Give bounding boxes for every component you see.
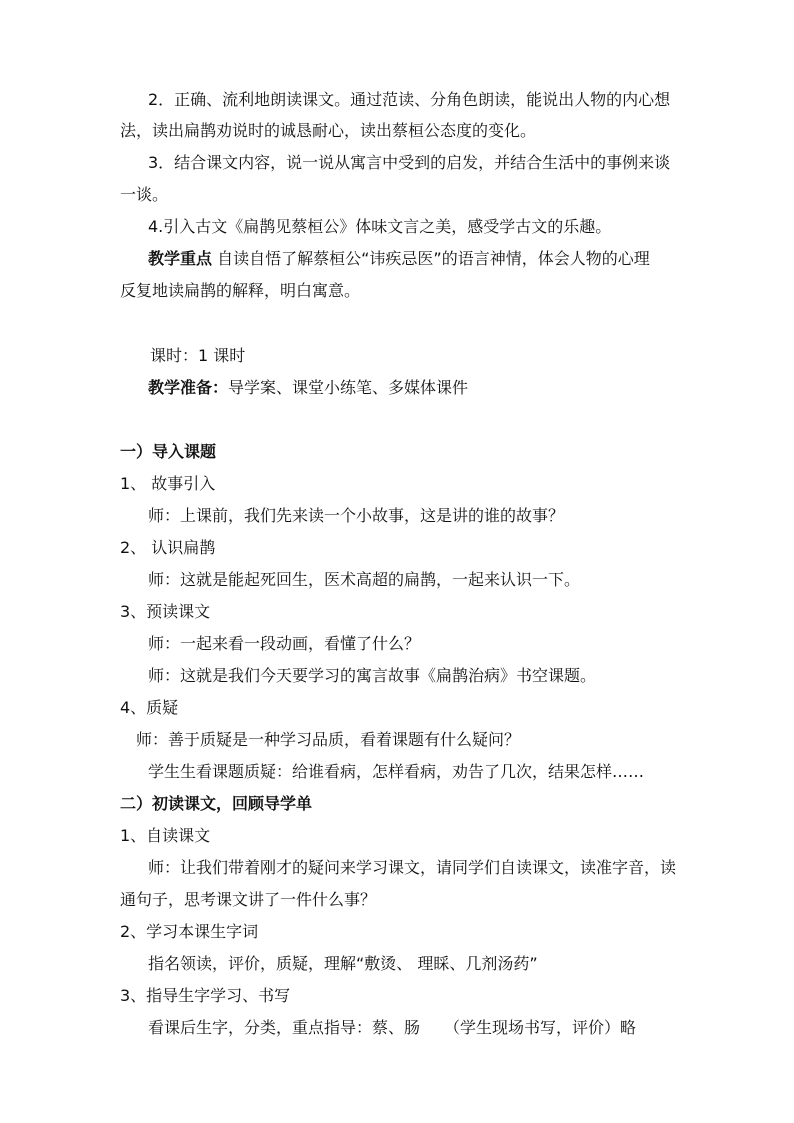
- preparation-line: [148, 377, 468, 399]
- key-points-line-2: 反复地读扁鹊的解释，明白寓意。: [120, 281, 361, 300]
- section-2-step-1-text-1: 师：让我们带着刚才的疑问来学习课文，请同学们自读课文，读准字音，读: [148, 858, 677, 877]
- class-hours: 课时：1 课时: [150, 346, 246, 365]
- objective-2-line-1: 2．正确、流利地朗读课文。通过范读、分角色朗读，能说出人物的内心想: [148, 90, 671, 109]
- section-2-title: 二）初读课文，回顾导学单: [120, 794, 313, 813]
- section-2-step-3-text: 看课后生字，分类，重点指导：蔡、肠 （学生现场书写，评价）略: [148, 1018, 637, 1037]
- objective-3-line-2: 一谈。: [120, 185, 169, 204]
- preparation-text: 导学案、课堂小练笔、多媒体课件: [228, 378, 469, 397]
- key-points-label: 教学重点: [148, 249, 213, 268]
- section-1-step-1-text: 师：上课前，我们先来读一个小故事，这是讲的谁的故事？: [148, 506, 565, 525]
- section-1-step-4-text-2: 学生生看课题质疑：给谁看病，怎样看病，劝告了几次，结果怎样……: [148, 762, 645, 781]
- objective-3-line-1: 3．结合课文内容，说一说从寓言中受到的启发，并结合生活中的事例来谈: [148, 153, 671, 172]
- section-1-step-2-heading: 2、 认识扁鹊: [120, 538, 216, 557]
- section-1-step-4-heading: 4、质疑: [120, 698, 179, 717]
- objective-2-line-2: 法，读出扁鹊劝说时的诚恳耐心，读出蔡桓公态度的变化。: [120, 121, 537, 140]
- objective-4: 4.引入古文《扁鹊见蔡桓公》体味文言之美，感受学古文的乐趣。: [148, 217, 612, 236]
- section-1-title: 一）导入课题: [120, 442, 217, 461]
- preparation-label: 教学准备：: [148, 378, 229, 397]
- section-1-step-3-text-2: 师：这就是我们今天要学习的寓言故事《扁鹊治病》书空课题。: [148, 666, 597, 685]
- key-points-text: 自读自悟了解蔡桓公“讳疾忌医”的语言神情，体会人物的心理: [217, 249, 650, 268]
- section-2-step-3-heading: 3、指导生字学习、书写: [120, 986, 291, 1005]
- section-1-step-1-heading: 1、 故事引入: [120, 474, 216, 493]
- section-2-step-2-heading: 2、学习本课生字词: [120, 922, 259, 941]
- section-1-step-2-text: 师：这就是能起死回生，医术高超的扁鹊，一起来认识一下。: [148, 570, 581, 589]
- key-points-line-1: [148, 248, 650, 270]
- section-2-step-1-heading: 1、自读课文: [120, 826, 211, 845]
- section-2-step-2-text: 指名领读，评价，质疑，理解“敷烫、 理睬、几剂汤药”: [148, 954, 538, 973]
- section-2-step-1-text-2: 通句子，思考课文讲了一件什么事？: [120, 890, 377, 909]
- section-1-step-3-text-1: 师：一起来看一段动画，看懂了什么？: [148, 634, 421, 653]
- section-1-step-4-text-1: 师：善于质疑是一种学习品质，看着课题有什么疑问？: [136, 730, 521, 749]
- section-1-step-3-heading: 3、预读课文: [120, 602, 211, 621]
